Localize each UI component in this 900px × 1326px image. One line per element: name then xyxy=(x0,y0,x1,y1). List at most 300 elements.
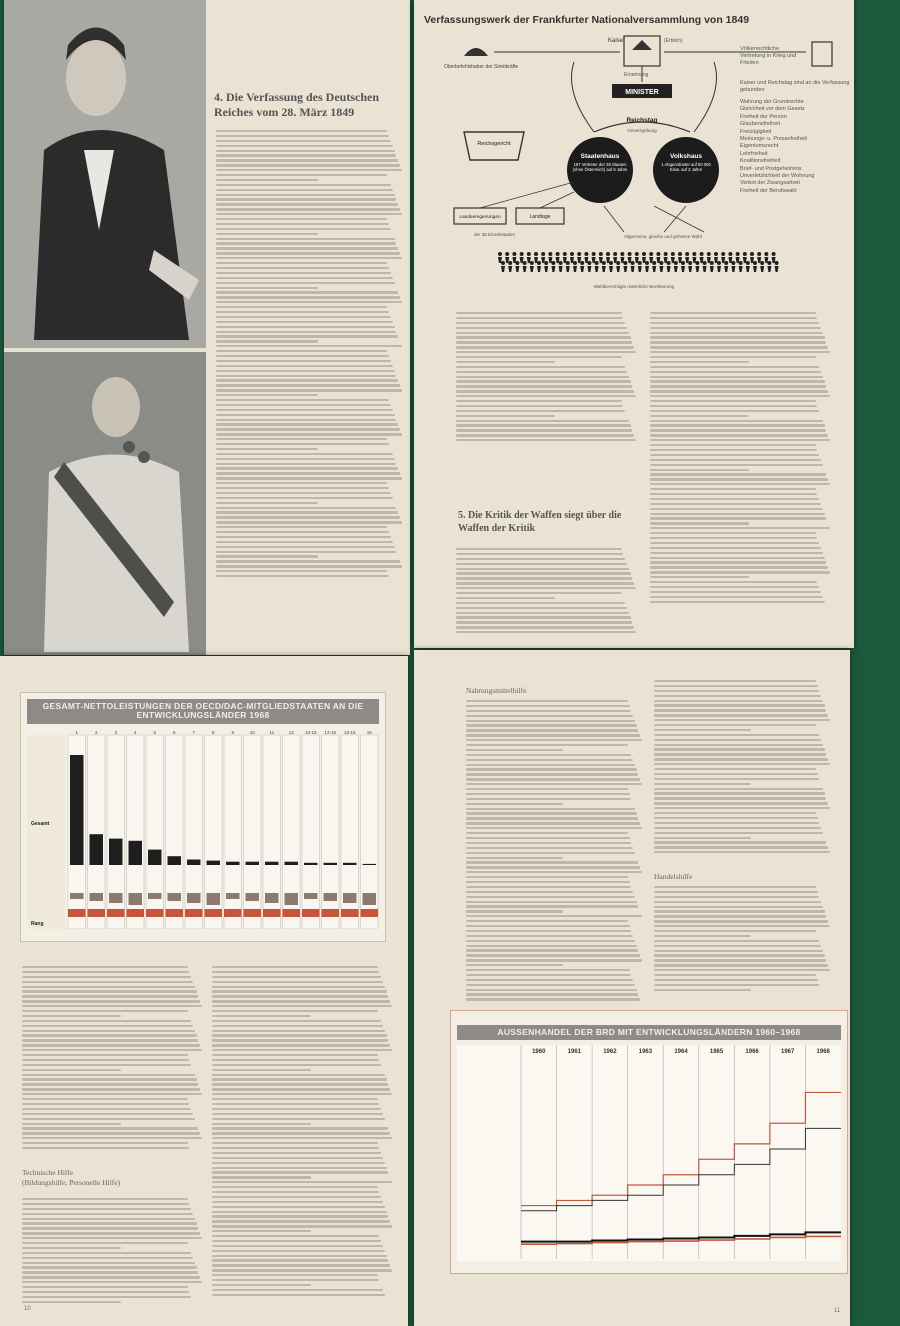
text-line xyxy=(216,316,391,318)
kaiser-label: Kaiser xyxy=(608,38,626,44)
text-line xyxy=(212,1025,383,1027)
portrait-illustration-top xyxy=(4,0,206,348)
text-line xyxy=(212,1279,379,1281)
body-text-col-1 xyxy=(22,966,202,1152)
text-line xyxy=(22,1088,200,1090)
text-line xyxy=(216,179,318,181)
text-line xyxy=(216,472,400,474)
text-line xyxy=(22,1257,193,1259)
data-bar xyxy=(148,850,162,865)
diagram-title: Verfassungswerk der Frankfurter Nationalversammlung von 1849 xyxy=(424,14,750,26)
text-line xyxy=(456,327,627,329)
text-line xyxy=(216,399,389,401)
rights-item: Glaubensfreiheit xyxy=(740,121,781,128)
text-line xyxy=(22,1098,188,1100)
highlight-bar xyxy=(322,909,340,917)
text-line xyxy=(22,1039,198,1041)
text-line xyxy=(22,966,188,968)
data-bar xyxy=(90,834,104,865)
text-line xyxy=(650,581,817,583)
text-line xyxy=(654,950,823,952)
text-line xyxy=(650,542,819,544)
body-text-col-1 xyxy=(466,700,642,1003)
voter-figure xyxy=(707,252,711,263)
voter-figure xyxy=(649,252,653,263)
text-line xyxy=(650,390,828,392)
voter-figure xyxy=(767,261,771,272)
text-line xyxy=(654,901,821,903)
category-label: 1 xyxy=(75,730,79,735)
text-line xyxy=(654,685,818,687)
page-top-right xyxy=(414,0,854,648)
voter-figure xyxy=(599,252,603,263)
text-line xyxy=(466,724,637,726)
trade-chart-frame xyxy=(450,1010,848,1274)
voter-figure xyxy=(595,261,599,272)
text-line xyxy=(456,626,634,628)
text-line xyxy=(650,508,823,510)
text-line xyxy=(216,458,395,460)
text-line xyxy=(456,592,622,594)
text-line xyxy=(456,572,631,574)
text-line xyxy=(466,783,642,785)
text-line xyxy=(456,390,634,392)
oecd-chart xyxy=(27,729,379,929)
text-line xyxy=(22,1000,200,1002)
trade-chart-title: AUSSENHANDEL DER BRD MIT ENTWICKLUNGSLÄNDERN 1960–1968 xyxy=(457,1025,841,1040)
text-line xyxy=(654,753,826,755)
text-line xyxy=(216,536,391,538)
rights-item: Meinungs- u. Pressefreiheit xyxy=(740,135,807,142)
text-line xyxy=(654,744,823,746)
text-line xyxy=(650,596,823,598)
text-line xyxy=(216,194,395,196)
text-line xyxy=(650,371,821,373)
voter-figure xyxy=(703,261,707,272)
text-line xyxy=(654,906,823,908)
text-line xyxy=(212,1074,385,1076)
text-line xyxy=(22,1059,189,1061)
highlight-bar xyxy=(146,909,164,917)
page-number: 11 xyxy=(834,1308,841,1314)
category-label: 11 xyxy=(269,730,275,735)
category-label: 7 xyxy=(192,730,196,735)
text-line xyxy=(456,621,632,623)
rights-item: Gleichheit vor dem Gesetz xyxy=(740,106,805,113)
text-line xyxy=(650,503,821,505)
text-line xyxy=(22,1103,189,1105)
gesamt-label: Gesamt xyxy=(31,821,50,827)
text-line xyxy=(466,871,642,873)
text-line xyxy=(654,797,826,799)
voter-figure xyxy=(750,252,754,263)
text-line xyxy=(216,130,387,132)
text-line xyxy=(466,788,628,790)
text-line xyxy=(216,150,395,152)
text-line xyxy=(466,959,642,961)
rights-item: Verbot der Zwangsarbeit xyxy=(740,180,800,187)
text-line xyxy=(456,366,625,368)
text-line xyxy=(22,1271,198,1273)
sub-bar xyxy=(168,893,182,901)
text-line xyxy=(456,361,555,363)
text-line xyxy=(466,925,630,927)
text-line xyxy=(216,145,393,147)
text-line xyxy=(650,537,817,539)
body-text-col-2 xyxy=(650,312,830,605)
text-line xyxy=(456,346,634,348)
voter-figure xyxy=(659,261,663,272)
text-line xyxy=(22,1034,197,1036)
highlight-bar xyxy=(166,909,184,917)
text-line xyxy=(216,174,387,176)
voter-figure xyxy=(512,252,516,263)
voter-figure xyxy=(577,252,581,263)
text-line xyxy=(216,511,398,513)
category-label: 16 xyxy=(366,730,372,735)
text-line xyxy=(650,400,816,402)
document-icon xyxy=(812,42,832,66)
oberbefehl-label: Oberbefehlshaber der Streitkräfte xyxy=(444,64,519,70)
voter-figure xyxy=(714,252,718,263)
voter-figure xyxy=(587,261,591,272)
text-line xyxy=(650,312,816,314)
text-line xyxy=(456,420,629,422)
voter-figure xyxy=(566,261,570,272)
text-line xyxy=(216,238,395,240)
text-line xyxy=(22,1044,200,1046)
highlight-bar xyxy=(185,909,203,917)
text-line xyxy=(212,995,388,997)
voter-figure xyxy=(678,252,682,263)
rights-item: Freizügigkeit xyxy=(740,128,772,135)
voter-figure xyxy=(681,261,685,272)
voter-figure xyxy=(739,261,743,272)
body-text-col-3 xyxy=(456,548,636,636)
text-line xyxy=(466,754,631,756)
text-line xyxy=(650,552,823,554)
text-line xyxy=(466,749,563,751)
text-line xyxy=(466,993,638,995)
text-line xyxy=(212,1010,378,1012)
category-label: 13-15 xyxy=(324,730,337,735)
text-line xyxy=(22,1137,202,1139)
text-line xyxy=(216,335,398,337)
text-line xyxy=(216,291,398,293)
text-line xyxy=(654,807,830,809)
text-line xyxy=(22,1276,200,1278)
gesetzgebung-label: Gesetzgebung xyxy=(627,128,657,133)
text-line xyxy=(466,949,638,951)
category-label: 13-15 xyxy=(343,730,356,735)
volkshaus-detail: 1 Abgeordneter auf 50 000 Einw. auf 3 Jahre xyxy=(661,162,711,173)
text-line xyxy=(654,792,825,794)
landtage-label: Landtage xyxy=(529,214,551,220)
text-line xyxy=(466,920,628,922)
text-line xyxy=(216,340,318,342)
portrait-photo-bottom xyxy=(4,352,206,655)
text-line xyxy=(650,410,819,412)
row-label-panel xyxy=(27,735,65,929)
text-line xyxy=(212,1274,378,1276)
text-line xyxy=(212,1078,387,1080)
text-line xyxy=(212,1034,387,1036)
text-line xyxy=(22,1054,188,1056)
text-line xyxy=(650,498,819,500)
text-line xyxy=(456,563,627,565)
voter-figure xyxy=(556,252,560,263)
text-line xyxy=(650,380,825,382)
text-line xyxy=(456,612,629,614)
rights-item: Wahrung der Grundrechte xyxy=(740,98,804,105)
text-line xyxy=(216,184,391,186)
text-line xyxy=(212,1069,311,1071)
text-line xyxy=(650,322,819,324)
highlight-bar xyxy=(302,909,320,917)
text-line xyxy=(216,208,400,210)
landesregierungen-label: Landesregierungen xyxy=(459,215,501,220)
rang-label: Rang xyxy=(31,921,44,927)
page-number: 10 xyxy=(24,1306,31,1312)
year-label: 1962 xyxy=(603,1049,617,1055)
text-line xyxy=(466,768,637,770)
voter-figure xyxy=(620,252,624,263)
text-line xyxy=(216,365,393,367)
text-line xyxy=(216,355,389,357)
reichstag-label: Reichstag xyxy=(626,117,658,124)
voter-figure xyxy=(710,261,714,272)
text-line xyxy=(466,901,637,903)
text-line xyxy=(22,981,193,983)
text-line xyxy=(22,1025,193,1027)
voter-figure xyxy=(523,261,527,272)
text-line xyxy=(466,827,642,829)
text-line xyxy=(456,410,625,412)
text-line xyxy=(466,979,633,981)
text-line xyxy=(466,842,631,844)
text-line xyxy=(216,389,402,391)
text-line xyxy=(650,571,830,573)
sub-bar xyxy=(265,893,279,903)
section-title-5: 5. Die Kritik der Waffen siegt über die Waffen der Kritik xyxy=(458,510,622,534)
text-line xyxy=(212,1054,378,1056)
text-line xyxy=(216,541,393,543)
bevoelkerung-label: Wahlberechtigte männliche Bevölkerung xyxy=(593,284,675,289)
text-line xyxy=(22,1232,200,1234)
year-label: 1963 xyxy=(638,1049,653,1055)
text-line xyxy=(22,1301,121,1303)
text-line xyxy=(212,1289,383,1291)
text-line xyxy=(654,954,825,956)
data-bar xyxy=(226,862,240,865)
text-line xyxy=(22,1296,191,1298)
text-line xyxy=(650,493,817,495)
voter-figure xyxy=(671,252,675,263)
text-line xyxy=(456,424,631,426)
text-line xyxy=(216,546,395,548)
text-line xyxy=(22,1123,121,1125)
text-line xyxy=(650,420,823,422)
text-line xyxy=(650,454,819,456)
text-line xyxy=(212,1127,388,1129)
portrait-illustration-bottom xyxy=(4,352,206,655)
voter-figure xyxy=(728,252,732,263)
text-line xyxy=(650,483,830,485)
text-line xyxy=(22,976,191,978)
reichsgericht-label: Reichsgericht xyxy=(477,141,511,147)
text-line xyxy=(216,287,318,289)
text-line xyxy=(212,1147,379,1149)
oecd-chart-title: GESAMT-NETTOLEISTUNGEN DER OECD/DAC-MITGLIEDSTAATEN AN DIE ENTWICKLUNGSLÄNDER 1968 xyxy=(27,699,379,724)
category-label: 6 xyxy=(172,730,176,735)
text-line xyxy=(212,1083,388,1085)
text-line xyxy=(216,443,389,445)
text-line xyxy=(654,822,819,824)
text-line xyxy=(216,404,391,406)
voter-figure xyxy=(537,261,541,272)
text-line xyxy=(212,1103,379,1105)
text-line xyxy=(216,477,402,479)
body-text-col-2 xyxy=(654,680,830,856)
voter-figure xyxy=(688,261,692,272)
text-line xyxy=(654,802,828,804)
voter-figure xyxy=(548,252,552,263)
chart-column xyxy=(146,735,164,929)
text-line xyxy=(654,915,826,917)
text-line xyxy=(466,734,640,736)
voter-figure xyxy=(757,252,761,263)
highlight-bar xyxy=(88,909,106,917)
text-line xyxy=(22,1069,121,1071)
text-line xyxy=(216,154,396,156)
text-line xyxy=(650,547,821,549)
category-label: 2 xyxy=(94,730,98,735)
text-line xyxy=(22,1286,188,1288)
text-line xyxy=(456,405,623,407)
text-line xyxy=(212,1015,311,1017)
text-line xyxy=(22,1266,197,1268)
text-line xyxy=(456,395,636,397)
text-line xyxy=(654,763,830,765)
text-line xyxy=(466,720,635,722)
crown-icon xyxy=(632,40,652,50)
rights-item: Freiheit der Berufswahl xyxy=(740,187,797,194)
data-bar xyxy=(168,856,182,865)
text-line xyxy=(212,1000,390,1002)
text-line xyxy=(212,1152,381,1154)
text-line xyxy=(650,478,828,480)
text-line xyxy=(216,262,387,264)
text-line xyxy=(216,502,318,504)
text-line xyxy=(22,1222,197,1224)
sub-bar xyxy=(343,893,357,903)
voter-figure xyxy=(717,261,721,272)
text-line xyxy=(216,497,393,499)
highlight-bar xyxy=(341,909,359,917)
voter-figure xyxy=(667,261,671,272)
text-line xyxy=(216,218,387,220)
text-line xyxy=(216,360,391,362)
text-line xyxy=(216,560,400,562)
text-line xyxy=(466,974,631,976)
text-line xyxy=(212,1044,390,1046)
text-line xyxy=(654,920,828,922)
voter-figure xyxy=(609,261,613,272)
text-line xyxy=(216,169,402,171)
voters-crowd xyxy=(498,252,779,272)
text-line xyxy=(212,1211,387,1213)
highlight-bar xyxy=(244,909,262,917)
text-line xyxy=(212,1220,390,1222)
trade-chart xyxy=(457,1045,841,1265)
text-line xyxy=(216,492,391,494)
text-line xyxy=(650,557,825,559)
text-line xyxy=(212,981,383,983)
text-line xyxy=(466,832,628,834)
text-line xyxy=(456,597,555,599)
minister-label: MINISTER xyxy=(625,89,659,96)
voter-figure xyxy=(616,261,620,272)
text-line xyxy=(22,1213,193,1215)
text-line xyxy=(212,1108,381,1110)
erblich-label: (Erblich) xyxy=(664,38,683,44)
text-line xyxy=(216,159,398,161)
text-line xyxy=(216,555,318,557)
text-line xyxy=(212,1181,392,1183)
text-line xyxy=(22,1030,195,1032)
voter-figure xyxy=(695,261,699,272)
text-line xyxy=(650,459,821,461)
text-line xyxy=(216,414,395,416)
highlight-bar xyxy=(68,909,86,917)
voter-figure xyxy=(656,252,660,263)
voter-figure xyxy=(606,252,610,263)
text-line xyxy=(22,1020,191,1022)
voter-figure xyxy=(628,252,632,263)
text-line xyxy=(216,233,318,235)
text-line xyxy=(216,252,400,254)
data-bar xyxy=(129,841,143,865)
text-line xyxy=(216,213,402,215)
text-line xyxy=(466,945,637,947)
text-line xyxy=(456,332,629,334)
text-line xyxy=(212,1191,379,1193)
text-line xyxy=(650,327,821,329)
text-line xyxy=(212,1255,387,1257)
data-bar xyxy=(343,863,357,865)
text-line xyxy=(216,516,400,518)
text-line xyxy=(22,1252,191,1254)
data-bar xyxy=(70,755,84,865)
data-bar xyxy=(363,864,377,865)
text-line xyxy=(456,582,634,584)
voter-figure xyxy=(731,261,735,272)
text-line xyxy=(466,817,638,819)
text-line xyxy=(654,724,816,726)
text-line xyxy=(216,570,387,572)
text-line xyxy=(212,1137,392,1139)
text-line xyxy=(22,1010,188,1012)
text-line xyxy=(456,587,636,589)
subhead-technische-hilfe: Technische Hilfe xyxy=(22,1168,73,1177)
text-line xyxy=(456,341,632,343)
text-line xyxy=(212,1245,383,1247)
text-line xyxy=(456,322,625,324)
voter-figure xyxy=(760,261,764,272)
text-line xyxy=(22,1281,202,1283)
text-line xyxy=(654,690,819,692)
text-line xyxy=(654,964,828,966)
